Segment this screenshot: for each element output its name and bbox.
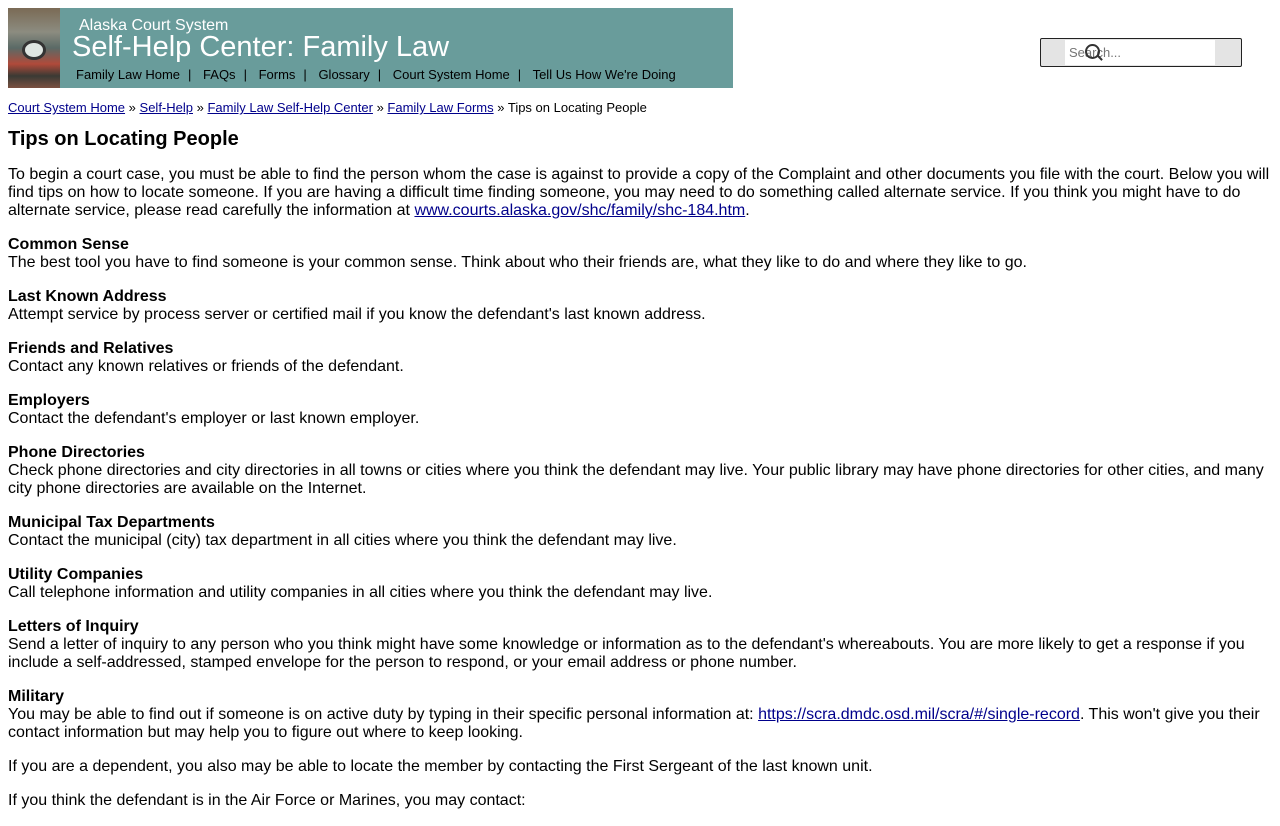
section-text: Contact the municipal (city) tax department in all cities where you think the defendant may live. <box>8 532 677 549</box>
nav-forms[interactable]: Forms <box>258 67 296 82</box>
nav-court-system-home[interactable]: Court System Home <box>392 67 510 82</box>
intro-text: To begin a court case, you must be able to find the person whom the case is against to provide a copy of the Complaint and other documents you file with the court. Below you will find tips on how to locate someone. If you are having a difficult time finding someone, you may need to do something called alternate service. If you think you might have to do alternate service, please read carefully the information at <box>8 166 1270 219</box>
search-box <box>1040 38 1242 67</box>
nav-feedback[interactable]: Tell Us How We're Doing <box>532 67 676 82</box>
alternate-service-link[interactable]: www.courts.alaska.gov/shc/family/shc-184.htm <box>414 202 746 219</box>
section-employers <box>8 392 1272 428</box>
section-letters-of-inquiry <box>8 618 1272 672</box>
breadcrumb-current: Tips on Locating People <box>507 100 647 115</box>
breadcrumb-self-help[interactable]: Self-Help <box>139 100 193 115</box>
section-heading: Common Sense <box>8 236 129 253</box>
section-heading: Phone Directories <box>8 444 145 461</box>
totem-pole-image <box>8 8 60 88</box>
section-common-sense <box>8 236 1272 272</box>
section-text: Attempt service by process server or certified mail if you know the defendant's last known address. <box>8 306 706 323</box>
section-friends-and-relatives <box>8 340 1272 376</box>
section-utility-companies <box>8 566 1272 602</box>
nav-family-law-home[interactable]: Family Law Home <box>76 67 181 82</box>
section-heading: Municipal Tax Departments <box>8 514 215 531</box>
scra-link[interactable]: https://scra.dmdc.osd.mil/scra/#/single-record <box>758 706 1080 723</box>
top-nav: Family Law Home | FAQs | Forms | Glossary | Court System Home | Tell Us How We're Doing <box>76 67 676 82</box>
section-text: . This won't give you their contact information but may help you to figure out where to keep looking. <box>8 706 1260 741</box>
section-heading: Employers <box>8 392 90 409</box>
section-text: Send a letter of inquiry to any person who you think might have some knowledge or information as to the defendant's whereabouts. You are more likely to get a response if you include a self-addressed, stamped envelope for the person to respond, or your email address or phone number. <box>8 636 1245 671</box>
breadcrumb <box>8 100 647 115</box>
nav-glossary[interactable]: Glossary <box>318 67 370 82</box>
section-heading: Letters of Inquiry <box>8 618 139 635</box>
intro-paragraph: To begin a court case, you must be able to find the person whom the case is against to provide a copy of the Complaint and other documents you file with the court. Below you will find tips on how to locate someone. If you are having a difficult time finding someone, you may need to do something called alternate service. If you think you might have to do alternate service, please read carefully the information at www.courts.alaska.gov/shc/family/shc-184.htm. <box>8 166 1270 219</box>
section-heading: Friends and Relatives <box>8 340 174 357</box>
breadcrumb-sep: » <box>376 100 384 115</box>
nav-faqs[interactable]: FAQs <box>203 67 236 82</box>
dependent-paragraph: If you are a dependent, you also may be able to locate the member by contacting the First Sergeant of the last known unit. <box>8 758 873 775</box>
search-icon[interactable] <box>1085 44 1100 59</box>
section-last-known-address <box>8 288 1272 324</box>
page-title: Tips on Locating People <box>8 128 239 150</box>
section-text: Call telephone information and utility companies in all cities where you think the defendant may live. <box>8 584 713 601</box>
breadcrumb-family-law-center[interactable]: Family Law Self-Help Center <box>207 100 373 115</box>
section-text: Contact any known relatives or friends of the defendant. <box>8 358 404 375</box>
section-text: Check phone directories and city directories in all towns or cities where you think the defendant may live. Your public library may have phone directories for other cities, and many city phone directories are available on the Internet. <box>8 462 1264 497</box>
section-heading: Last Known Address <box>8 288 167 305</box>
section-phone-directories <box>8 444 1272 498</box>
breadcrumb-family-law-forms[interactable]: Family Law Forms <box>387 100 494 115</box>
breadcrumb-sep: » <box>128 100 136 115</box>
section-text: The best tool you have to find someone is your common sense. Think about who their friends are, what they like to do and where they like to go. <box>8 254 1027 271</box>
section-heading: Military <box>8 688 65 705</box>
org-name: Alaska Court System <box>79 17 229 34</box>
breadcrumb-court-system-home[interactable]: Court System Home <box>8 100 126 115</box>
section-text: Contact the defendant's employer or last known employer. <box>8 410 420 427</box>
breadcrumb-sep: » <box>196 100 204 115</box>
site-banner <box>8 8 733 88</box>
site-title: Self-Help Center: Family Law <box>72 31 450 63</box>
section-heading: Utility Companies <box>8 566 144 583</box>
section-military <box>8 688 1272 742</box>
airforce-paragraph: If you think the defendant is in the Air Force or Marines, you may contact: <box>8 792 526 809</box>
section-municipal-tax-departments <box>8 514 1272 550</box>
main-content <box>8 128 1272 826</box>
section-text: You may be able to find out if someone is on active duty by typing in their specific personal information at: <box>8 706 759 723</box>
breadcrumb-sep: » <box>497 100 505 115</box>
